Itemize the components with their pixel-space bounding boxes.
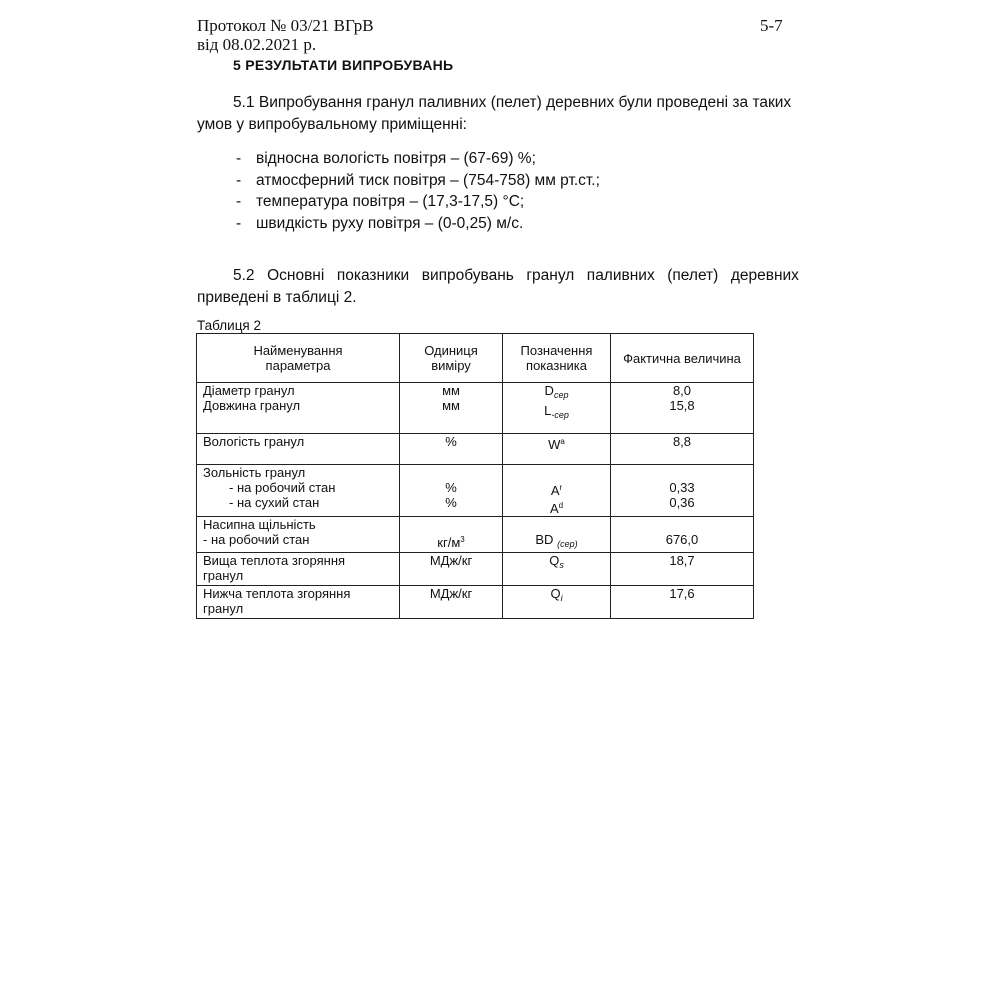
test-conditions-list <box>236 148 600 234</box>
protocol-header <box>197 16 374 54</box>
header-value: Фактична величина <box>611 334 754 383</box>
table-row <box>197 465 754 517</box>
cell-value: 17,6 <box>611 586 754 619</box>
cell-unit: мм мм <box>400 383 503 434</box>
paragraph-5-1 <box>197 92 791 136</box>
condition-item: - атмосферний тиск повітря – (754-758) мм рт.ст.; <box>236 171 600 189</box>
cell-name: Вологість гранул <box>197 434 400 465</box>
table-row <box>197 434 754 465</box>
cell-symbol: $Q_s$ <box>503 553 611 586</box>
cell-symbol: $Q_i$ <box>503 586 611 619</box>
table-row <box>197 517 754 553</box>
condition-item: - температура повітря – (17,3-17,5) °С; <box>236 193 525 210</box>
cell-unit: $кг/м^3$ <box>400 517 503 553</box>
cell-name: Діаметр гранул Довжина гранул <box>197 383 400 434</box>
cell-unit: % % <box>400 465 503 517</box>
cell-name: Насипна щільність - на робочий стан <box>197 517 400 553</box>
cell-name: Вища теплота згоряння гранул <box>197 553 400 586</box>
cell-value: 8,8 <box>611 434 754 465</box>
results-table <box>196 333 754 619</box>
header-name: Найменування параметра <box>197 334 400 383</box>
section-title: 5 РЕЗУЛЬТАТИ ВИПРОБУВАНЬ <box>233 57 454 73</box>
paragraph-5-2-line-2: приведені в таблиці 2. <box>197 289 357 306</box>
paragraph-5-1-line-1: 5.1 Випробування гранул паливних (пелет) деревних були проведені за таких <box>233 94 792 111</box>
table-row <box>197 553 754 586</box>
header-unit: Одиниця виміру <box>400 334 503 383</box>
protocol-number: Протокол № 03/21 ВГрВ <box>197 16 374 35</box>
table-caption: Таблиця 2 <box>197 318 261 333</box>
cell-name: Зольність гранул - на робочий стан - на сухий стан <box>197 465 400 517</box>
cell-value: 676,0 <box>611 517 754 553</box>
cell-unit: МДж/кг <box>400 553 503 586</box>
paragraph-5-1-line-2: умов у випробувальному приміщенні: <box>197 116 467 133</box>
paragraph-5-2 <box>197 265 799 309</box>
table-header-row <box>197 334 754 383</box>
protocol-date: від 08.02.2021 р. <box>197 35 317 54</box>
page-reference: 5-7 <box>760 16 783 35</box>
table-row <box>197 586 754 619</box>
cell-symbol: $W^a$ <box>503 434 611 465</box>
condition-item: - швидкість руху повітря – (0-0,25) м/с. <box>236 214 524 232</box>
cell-symbol: $A^r$ $A^d$ <box>503 465 611 517</box>
cell-value: 18,7 <box>611 553 754 586</box>
paragraph-5-2-line-1: 5.2 Основні показники випробувань гранул паливних (пелет) деревних <box>233 267 799 284</box>
cell-value: 0,33 0,36 <box>611 465 754 517</box>
table-row <box>197 383 754 434</box>
cell-symbol: $D_{сер}$ $L_{-сер}$ <box>503 383 611 434</box>
cell-name: Нижча теплота згоряння гранул <box>197 586 400 619</box>
condition-item: - відносна вологість повітря – (67-69) %; <box>236 150 536 167</box>
cell-value: 8,0 15,8 <box>611 383 754 434</box>
cell-unit: МДж/кг <box>400 586 503 619</box>
cell-symbol: BD $_{(сер)}$ <box>503 517 611 553</box>
cell-unit: % <box>400 434 503 465</box>
header-symbol: Позначення показника <box>503 334 611 383</box>
